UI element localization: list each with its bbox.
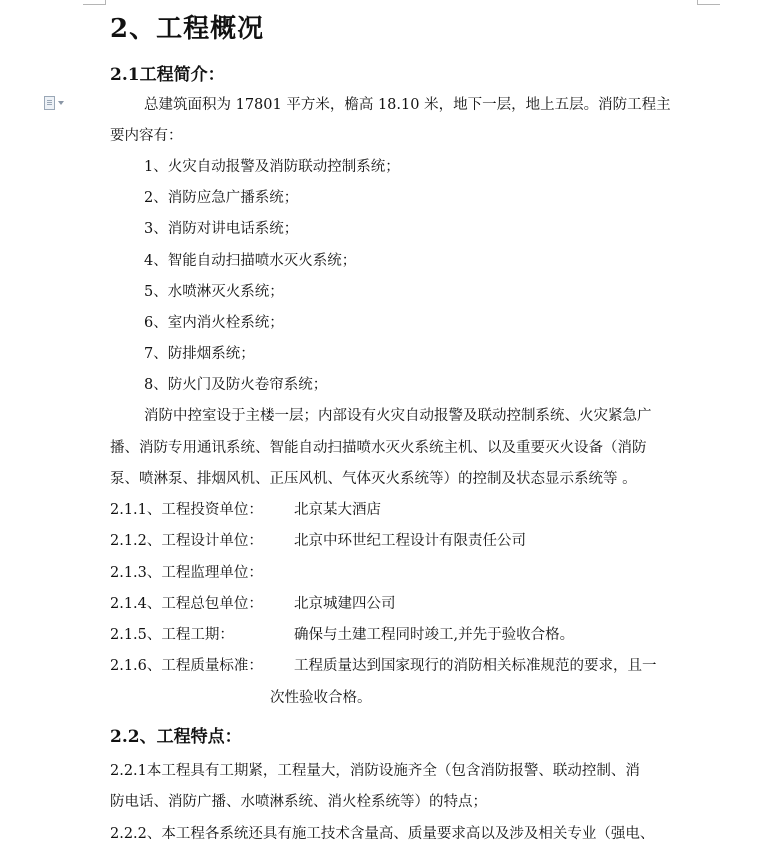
field-label-supervisor: 2.1.3、工程监理单位： — [110, 565, 263, 581]
system-item-7: 7、防排烟系统； — [144, 346, 255, 362]
control-room-line-3: 泵、喷淋泵、排烟风机、正压风机、气体灭火系统等）的控制及状态显示系统等 。 — [110, 471, 637, 487]
system-item-3: 3、消防对讲电话系统； — [144, 221, 299, 237]
margin-mark-top-right — [697, 0, 720, 5]
system-item-4: 4、智能自动扫描喷水灭火系统； — [144, 253, 357, 269]
system-item-5: 5、水喷淋灭火系统； — [144, 284, 284, 300]
chevron-down-icon — [58, 101, 64, 105]
paragraph-options-icon[interactable] — [44, 96, 70, 110]
document-icon — [44, 96, 55, 110]
field-value-quality: 工程质量达到国家现行的消防相关标准规范的要求，且一 — [294, 658, 657, 674]
field-label-schedule: 2.1.5、工程工期： — [110, 627, 234, 643]
features-heading: 2.2、工程特点： — [110, 727, 242, 747]
field-value-designer: 北京中环世纪工程设计有限责任公司 — [294, 533, 526, 549]
feature-1-line-2: 防电话、消防广播、水喷淋系统、消火栓系统等）的特点； — [110, 794, 487, 810]
system-item-6: 6、室内消火栓系统； — [144, 315, 284, 331]
field-label-quality: 2.1.6、工程质量标准： — [110, 658, 263, 674]
system-item-2: 2、消防应急广播系统； — [144, 190, 299, 206]
control-room-line-2: 播、消防专用通讯系统、智能自动扫描喷水灭火系统主机、以及重要灭火设备（消防 — [110, 440, 647, 456]
field-value-investor: 北京某大酒店 — [294, 502, 381, 518]
margin-mark-top-left — [83, 0, 106, 5]
feature-1-line-1: 2.2.1本工程具有工期紧，工程量大，消防设施齐全（包含消防报警、联动控制、消 — [110, 763, 640, 779]
control-room-line-1: 消防中控室设于主楼一层；内部设有火灾自动报警及联动控制系统、火灾紧急广 — [144, 408, 652, 424]
field-label-designer: 2.1.2、工程设计单位： — [110, 533, 263, 549]
field-label-investor: 2.1.1、工程投资单位： — [110, 502, 263, 518]
section-heading: 2、工程概况 — [110, 14, 265, 44]
system-item-1: 1、火灾自动报警及消防联动控制系统； — [144, 159, 400, 175]
field-value-quality-cont: 次性验收合格。 — [270, 690, 372, 706]
field-label-contractor: 2.1.4、工程总包单位： — [110, 596, 263, 612]
field-value-schedule: 确保与土建工程同时竣工,并先于验收合格。 — [294, 627, 575, 643]
intro-line-2: 要内容有： — [110, 128, 183, 144]
overview-heading: 2.1工程简介： — [110, 65, 225, 85]
system-item-8: 8、防火门及防火卷帘系统； — [144, 377, 328, 393]
feature-2-line-1: 2.2.2、本工程各系统还具有施工技术含量高、质量要求高以及涉及相关专业（强电、 — [110, 826, 655, 842]
field-value-contractor: 北京城建四公司 — [294, 596, 396, 612]
intro-line-1: 总建筑面积为 17801 平方米，檐高 18.10 米，地下一层，地上五层。消防工程主 — [144, 97, 671, 113]
